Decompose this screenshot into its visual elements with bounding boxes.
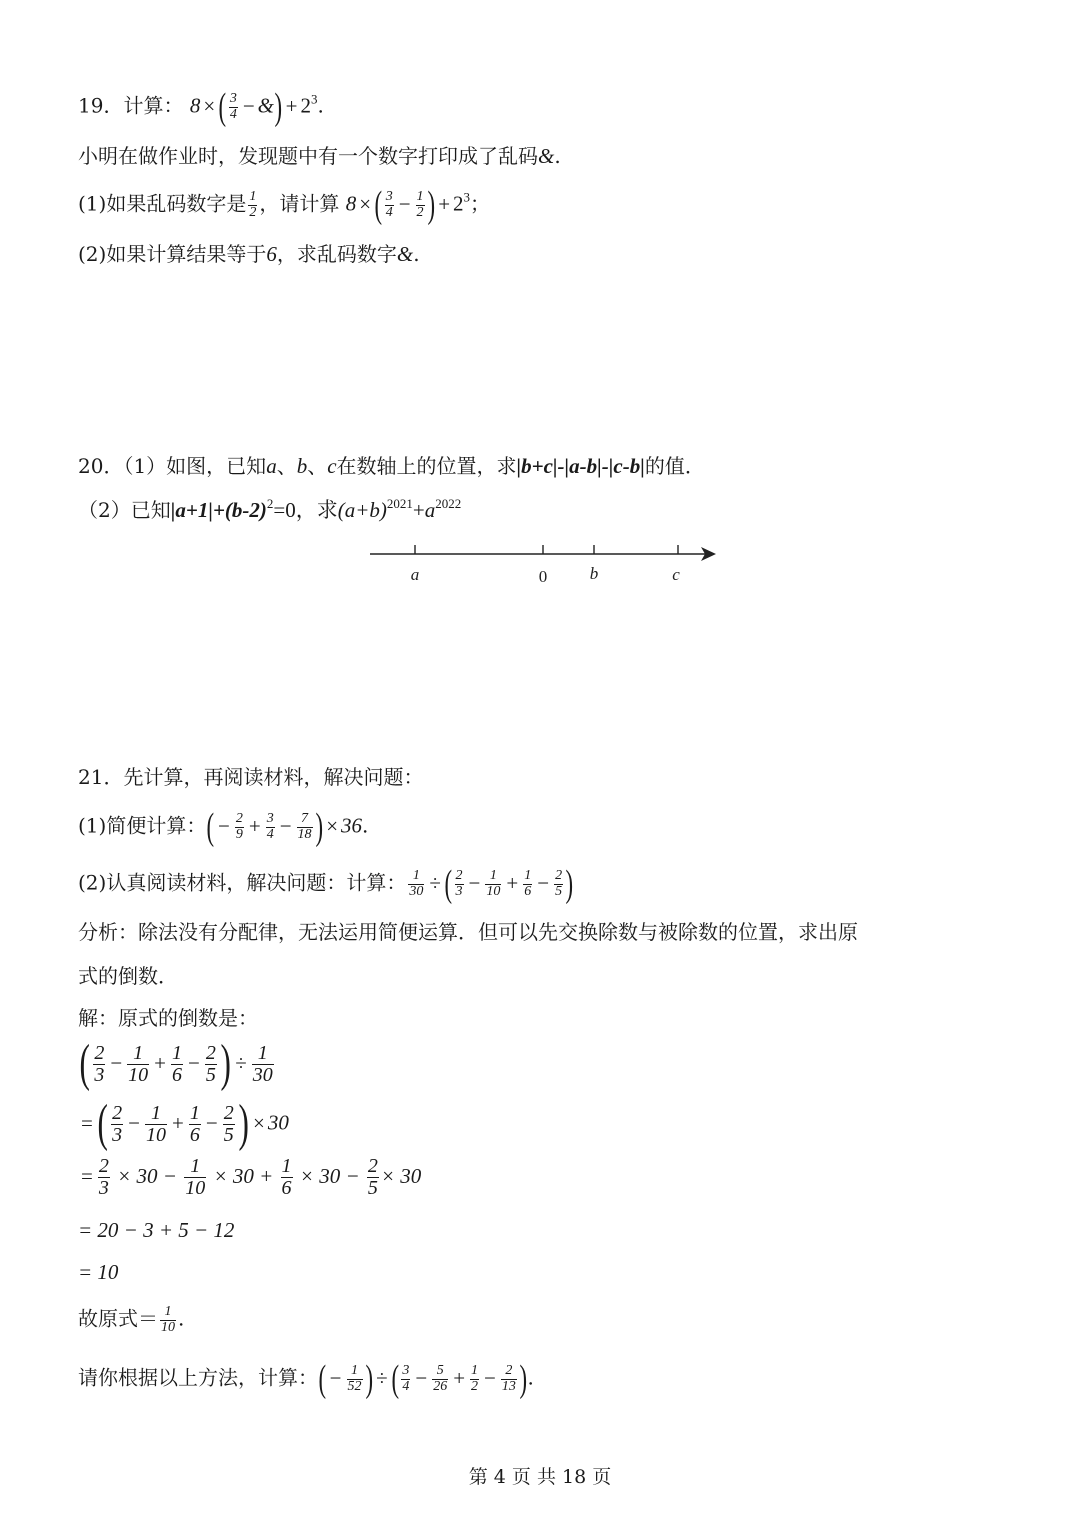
q21-part1: (1)简便计算：( − $\frac{2}{9}$ + $\frac{3}{4}$ − $\frac{7}{18}$ ) × 36. xyxy=(78,806,369,848)
q21-conclusion: 故原式＝ $\frac{1}{10}$ . xyxy=(78,1304,185,1335)
q19-story: 小明在做作业时，发现题中有一个数字打印成了乱码&. xyxy=(78,144,561,168)
q20-line1: 20．（1）如图，已知a、b、c在数轴上的位置，求|b+c|-|a-b|-|c-b|的值． xyxy=(78,454,705,478)
label-0: 0 xyxy=(538,567,548,586)
q21-analysis-2: 式的倒数． xyxy=(78,964,178,988)
q21-final: 请你根据以上方法，计算：( − $\frac{1}{52}$ ) ÷( $\frac{3}{4}$ − $\frac{5}{26}$ + $\frac{1}{2}$ − $\frac{2}{13}$ ). xyxy=(78,1358,534,1400)
q21-analysis-1: 分析：除法没有分配律，无法运用简便运算．但可以先交换除数与被除数的位置，求出原 xyxy=(78,920,858,944)
q21-step5: = 10 xyxy=(78,1260,119,1284)
q20-line2: （2）已知$|a+1|+(b-2)^2=0$，求$(a+b)^{2021}+a^{2022}$ xyxy=(78,496,462,522)
q21-part2: (2)认真阅读材料，解决问题：计算： $\frac{1}{30}$ ÷( $\frac{2}{3}$ − $\frac{1}{10}$ + $\frac{1}{6}$ − $\frac{2}{5}$ ) xyxy=(78,863,574,905)
q21-step3: = $\frac{2}{3}$ × 30 − $\frac{1}{10}$ × 30 + $\frac{1}{6}$ × 30 − $\frac{2}{5}$ × 30 xyxy=(81,1155,422,1199)
q21-step1: ( $\frac{2}{3}$ − $\frac{1}{10}$ + $\frac{1}{6}$ − $\frac{2}{5}$ ) ÷ $\frac{1}{30}$ xyxy=(79,1035,273,1092)
q21-step2: =( $\frac{2}{3}$ − $\frac{1}{10}$ + $\frac{1}{6}$ − $\frac{2}{5}$ ) × 30 xyxy=(81,1095,289,1152)
q19-title: 19．计算： 8 ×( $\frac{3}{4}$ − &) + $2^3$. xyxy=(78,86,324,128)
q21-solution-label: 解：原式的倒数是： xyxy=(78,1006,258,1030)
label-c: c xyxy=(672,565,680,584)
q19-part1: (1)如果乱码数字是 $\frac{1}{2}$ ，请计算 8 ×( $\frac{3}{4}$ − $\frac{1}{2}$ ) + $2^3$； xyxy=(78,184,491,226)
page-footer: 第 4 页 共 18 页 xyxy=(468,1466,612,1488)
label-b: b xyxy=(589,564,599,583)
number-line xyxy=(368,538,728,588)
q21-title: 21．先计算，再阅读材料，解决问题： xyxy=(78,765,424,789)
q19-part2: (2)如果计算结果等于6，求乱码数字&. xyxy=(78,242,420,266)
q21-step4: = 20 − 3 + 5 − 12 xyxy=(78,1218,235,1242)
label-a: a xyxy=(410,565,420,584)
